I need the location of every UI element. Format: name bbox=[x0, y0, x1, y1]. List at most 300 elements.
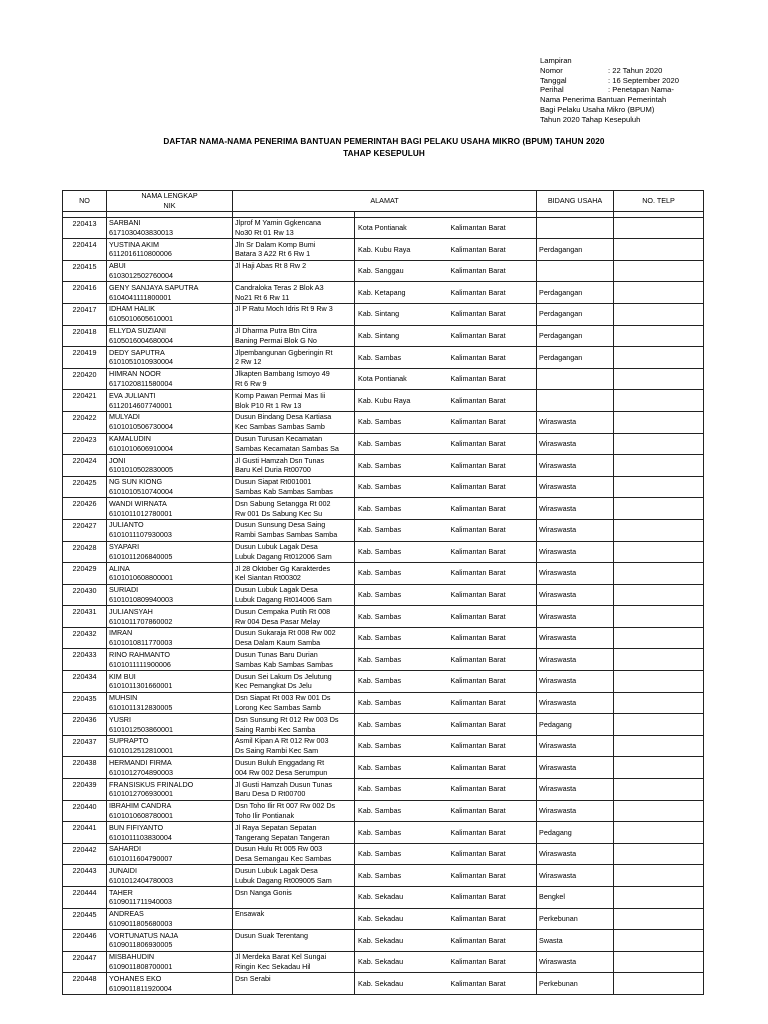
address-line: Jl Dharma Putra Btn Citra bbox=[235, 326, 317, 336]
recipient-name: JUNAIDI bbox=[109, 865, 137, 875]
recipient-nik: 6101010811770003 bbox=[109, 638, 173, 648]
row-number: 220413 bbox=[63, 217, 107, 239]
row-number: 220447 bbox=[63, 951, 107, 973]
business-field: Wiraswasta bbox=[537, 779, 614, 801]
address-line: Lorong Kec Sambas Samb bbox=[235, 702, 321, 712]
table-row bbox=[63, 908, 704, 930]
table-row bbox=[63, 649, 704, 671]
recipient-nik: 6112014607740001 bbox=[109, 400, 173, 410]
address-street bbox=[233, 519, 355, 541]
address-province: Kalimantan Barat bbox=[448, 649, 537, 671]
recipient-nik: 6109011711940003 bbox=[109, 897, 172, 907]
address-line: Jl Merdeka Barat Kel Sungai bbox=[235, 952, 327, 962]
header-phone: NO. TELP bbox=[614, 191, 704, 212]
business-field: Swasta bbox=[537, 930, 614, 952]
attachment-subject-cont: Nama Penerima Bantuan Pemerintah bbox=[540, 95, 667, 105]
address-line: Lubuk Dagang Rt012006 Sam bbox=[235, 551, 332, 561]
table-row bbox=[63, 541, 704, 563]
recipient-cell bbox=[107, 563, 233, 585]
header-name bbox=[107, 191, 233, 212]
address-street bbox=[233, 541, 355, 563]
phone-number bbox=[614, 303, 704, 325]
attachment-row-number bbox=[540, 66, 740, 76]
address-line bbox=[235, 940, 351, 950]
recipient-nik: 6101010506730004 bbox=[109, 422, 173, 432]
recipient-name: SARBANI bbox=[109, 218, 141, 228]
address-province: Kalimantan Barat bbox=[448, 757, 537, 779]
address-city: Kab. Sambas bbox=[355, 822, 448, 844]
table-row bbox=[63, 368, 704, 390]
address-line: Jlprof M Yamin Ggkencana bbox=[235, 218, 322, 228]
address-province: Kalimantan Barat bbox=[448, 908, 537, 930]
phone-number bbox=[614, 217, 704, 239]
recipient-name: KAMALUDIN bbox=[109, 434, 151, 444]
address-street bbox=[233, 887, 355, 909]
address-province: Kalimantan Barat bbox=[448, 325, 537, 347]
phone-number bbox=[614, 735, 704, 757]
business-field: Wiraswasta bbox=[537, 692, 614, 714]
recipient-name: DEDY SAPUTRA bbox=[109, 347, 165, 357]
recipient-cell bbox=[107, 411, 233, 433]
address-line: Kel Siantan Rt00302 bbox=[235, 573, 301, 583]
address-line: Asmil Kipan A Rt 012 Rw 003 bbox=[235, 736, 329, 746]
recipient-name: SURIADI bbox=[109, 585, 139, 595]
address-city: Kab. Sekadau bbox=[355, 973, 448, 995]
address-city: Kab. Sambas bbox=[355, 455, 448, 477]
address-province: Kalimantan Barat bbox=[448, 411, 537, 433]
row-number: 220440 bbox=[63, 800, 107, 822]
recipient-cell bbox=[107, 347, 233, 369]
recipient-cell bbox=[107, 368, 233, 390]
address-line: Dsn Serabi bbox=[235, 973, 271, 983]
address-street bbox=[233, 671, 355, 693]
address-line: Jl P Ratu Moch Idris Rt 9 Rw 3 bbox=[235, 304, 333, 314]
recipient-name: RINO RAHMANTO bbox=[109, 649, 170, 659]
table-row bbox=[63, 800, 704, 822]
address-line: No30 Rt 01 Rw 13 bbox=[235, 227, 294, 237]
phone-number bbox=[614, 606, 704, 628]
row-number: 220424 bbox=[63, 455, 107, 477]
recipient-name: ELLYDA SUZIANI bbox=[109, 326, 166, 336]
address-street bbox=[233, 606, 355, 628]
table-row bbox=[63, 476, 704, 498]
row-number: 220443 bbox=[63, 865, 107, 887]
table-row bbox=[63, 757, 704, 779]
table-row bbox=[63, 865, 704, 887]
address-line bbox=[235, 314, 351, 324]
phone-number bbox=[614, 584, 704, 606]
header-no: NO bbox=[63, 191, 107, 212]
business-field: Bengkel bbox=[537, 887, 614, 909]
phone-number bbox=[614, 671, 704, 693]
address-street bbox=[233, 692, 355, 714]
business-field: Wiraswasta bbox=[537, 584, 614, 606]
row-number: 220441 bbox=[63, 822, 107, 844]
address-line: Dusun Tunas Baru Durian bbox=[235, 649, 318, 659]
phone-number bbox=[614, 411, 704, 433]
table-row bbox=[63, 433, 704, 455]
address-line bbox=[235, 919, 351, 929]
recipient-cell bbox=[107, 887, 233, 909]
recipient-name: GENY SANJAYA SAPUTRA bbox=[109, 282, 199, 292]
table-row bbox=[63, 714, 704, 736]
address-street bbox=[233, 282, 355, 304]
table-row bbox=[63, 347, 704, 369]
table-row bbox=[63, 627, 704, 649]
address-city: Kab. Sekadau bbox=[355, 951, 448, 973]
address-city: Kab. Sambas bbox=[355, 714, 448, 736]
phone-number bbox=[614, 282, 704, 304]
header-nik-line: NIK bbox=[163, 200, 176, 210]
address-line: Jln Sr Dalam Komp Bumi bbox=[235, 239, 316, 249]
attachment-info bbox=[540, 56, 740, 125]
recipient-name: MULYADI bbox=[109, 412, 140, 422]
address-line bbox=[235, 897, 351, 907]
recipient-cell bbox=[107, 714, 233, 736]
phone-number bbox=[614, 260, 704, 282]
recipient-nik: 6109011808700001 bbox=[109, 962, 173, 972]
address-province: Kalimantan Barat bbox=[448, 455, 537, 477]
business-field bbox=[537, 368, 614, 390]
address-street bbox=[233, 433, 355, 455]
address-city: Kab. Sambas bbox=[355, 627, 448, 649]
business-field: Wiraswasta bbox=[537, 671, 614, 693]
recipient-nik: 6101011707860002 bbox=[109, 616, 173, 626]
business-field: Wiraswasta bbox=[537, 735, 614, 757]
row-number: 220416 bbox=[63, 282, 107, 304]
recipient-cell bbox=[107, 757, 233, 779]
address-street bbox=[233, 563, 355, 585]
row-number: 220445 bbox=[63, 908, 107, 930]
business-field: Wiraswasta bbox=[537, 476, 614, 498]
address-line: Dusun Siapat Rt001001 bbox=[235, 477, 312, 487]
recipient-nik: 6101010502830005 bbox=[109, 465, 173, 475]
row-number: 220419 bbox=[63, 347, 107, 369]
business-field: Wiraswasta bbox=[537, 649, 614, 671]
phone-number bbox=[614, 541, 704, 563]
address-city: Kab. Sambas bbox=[355, 347, 448, 369]
address-city: Kab. Sambas bbox=[355, 433, 448, 455]
address-street bbox=[233, 325, 355, 347]
recipient-name: MISBAHUDIN bbox=[109, 952, 155, 962]
address-line: Toho Ilir Pontianak bbox=[235, 810, 295, 820]
address-line: Jl Gusti Hamzah Dsn Tunas bbox=[235, 455, 325, 465]
address-street bbox=[233, 217, 355, 239]
address-province: Kalimantan Barat bbox=[448, 476, 537, 498]
recipient-cell bbox=[107, 584, 233, 606]
phone-number bbox=[614, 800, 704, 822]
business-field: Perkebunan bbox=[537, 973, 614, 995]
business-field: Perdagangan bbox=[537, 325, 614, 347]
recipient-cell bbox=[107, 779, 233, 801]
table-row bbox=[63, 260, 704, 282]
address-province: Kalimantan Barat bbox=[448, 779, 537, 801]
table-header-row bbox=[63, 191, 704, 212]
attachment-label: Perihal bbox=[540, 85, 564, 95]
phone-number bbox=[614, 822, 704, 844]
table-row bbox=[63, 671, 704, 693]
address-city: Kab. Sambas bbox=[355, 498, 448, 520]
address-line: Dusun Lubuk Lagak Desa bbox=[235, 542, 318, 551]
recipients-table bbox=[62, 190, 704, 995]
attachment-subject-cont: Tahun 2020 Tahap Kesepuluh bbox=[540, 114, 641, 124]
address-street bbox=[233, 908, 355, 930]
recipient-name: SUPRAPTO bbox=[109, 736, 149, 746]
address-street bbox=[233, 649, 355, 671]
table-body bbox=[63, 211, 704, 994]
address-street bbox=[233, 260, 355, 282]
address-line: Dusun Bindang Desa Kartiasa bbox=[235, 412, 332, 422]
phone-number bbox=[614, 519, 704, 541]
table-row bbox=[63, 455, 704, 477]
phone-number bbox=[614, 325, 704, 347]
recipient-cell bbox=[107, 800, 233, 822]
recipient-name: HIMRAN NOOR bbox=[109, 369, 161, 379]
business-field: Perkebunan bbox=[537, 908, 614, 930]
address-city: Kab. Sekadau bbox=[355, 930, 448, 952]
address-line: Ensawak bbox=[235, 909, 265, 919]
recipient-cell bbox=[107, 649, 233, 671]
address-province: Kalimantan Barat bbox=[448, 260, 537, 282]
address-line: Candraloka Teras 2 Blok A3 bbox=[235, 282, 324, 292]
address-line: Baning Permai Blok G No bbox=[235, 335, 317, 345]
recipient-name: MUHSIN bbox=[109, 693, 138, 703]
attachment-value: : Penetapan Nama- bbox=[608, 85, 674, 95]
business-field: Wiraswasta bbox=[537, 563, 614, 585]
address-line: Dusun Turusan Kecamatan bbox=[235, 434, 323, 444]
phone-number bbox=[614, 563, 704, 585]
address-city: Kota Pontianak bbox=[355, 217, 448, 239]
address-province: Kalimantan Barat bbox=[448, 519, 537, 541]
address-line: Dusun Suak Terentang bbox=[235, 930, 308, 940]
phone-number bbox=[614, 908, 704, 930]
row-number: 220442 bbox=[63, 843, 107, 865]
recipient-name: BUN FIFIYANTO bbox=[109, 822, 164, 832]
recipient-name: JULIANTO bbox=[109, 520, 144, 530]
recipient-name: ALINA bbox=[109, 563, 130, 573]
row-number: 220428 bbox=[63, 541, 107, 563]
row-number: 220448 bbox=[63, 973, 107, 995]
attachment-row-subject bbox=[540, 85, 740, 95]
address-city: Kab. Sambas bbox=[355, 843, 448, 865]
recipient-cell bbox=[107, 476, 233, 498]
address-line: Saing Rambi Kec Samba bbox=[235, 724, 316, 734]
address-street bbox=[233, 865, 355, 887]
table-row bbox=[63, 822, 704, 844]
recipient-nik: 6171020811580004 bbox=[109, 379, 173, 389]
address-line: Batara 3 A22 Rt 6 Rw 1 bbox=[235, 249, 311, 259]
row-number: 220425 bbox=[63, 476, 107, 498]
address-line: Dusun Buluh Enggadang Rt bbox=[235, 757, 325, 767]
recipient-nik: 6104041111800001 bbox=[109, 292, 172, 302]
address-province: Kalimantan Barat bbox=[448, 887, 537, 909]
header-address: ALAMAT bbox=[233, 191, 537, 212]
address-line bbox=[235, 271, 351, 281]
document-title: DAFTAR NAMA-NAMA PENERIMA BANTUAN PEMERINTAH BAGI PELAKU USAHA MIKRO (BPUM) TAHUN 2020 bbox=[163, 137, 605, 146]
attachment-value: : 22 Tahun 2020 bbox=[608, 65, 663, 75]
address-city: Kab. Sambas bbox=[355, 584, 448, 606]
business-field bbox=[537, 260, 614, 282]
header-business: BIDANG USAHA bbox=[537, 191, 614, 212]
address-province: Kalimantan Barat bbox=[448, 951, 537, 973]
address-street bbox=[233, 239, 355, 261]
address-line: Jl Raya Sepatan Sepatan bbox=[235, 822, 317, 832]
recipient-name: JULIANSYAH bbox=[109, 606, 153, 616]
recipient-cell bbox=[107, 282, 233, 304]
address-city: Kab. Kubu Raya bbox=[355, 239, 448, 261]
address-city: Kab. Sambas bbox=[355, 411, 448, 433]
recipient-name: FRANSISKUS FRINALDO bbox=[109, 779, 194, 789]
address-line: Blok P10 Rt 1 Rw 13 bbox=[235, 400, 302, 410]
recipient-cell bbox=[107, 951, 233, 973]
address-line: Dsn Sabung Setangga Rt 002 bbox=[235, 498, 331, 508]
recipient-name: SYAPARI bbox=[109, 542, 140, 551]
address-line: Ringin Kec Sekadau Hil bbox=[235, 962, 311, 972]
recipient-nik: 6101010510740004 bbox=[109, 487, 173, 497]
address-street bbox=[233, 390, 355, 412]
address-line: Dusun Lubuk Lagak Desa bbox=[235, 865, 318, 875]
address-city: Kab. Sambas bbox=[355, 563, 448, 585]
business-field: Wiraswasta bbox=[537, 951, 614, 973]
recipient-nik: 6101012512810001 bbox=[109, 746, 173, 756]
document-subtitle: TAHAP KESEPULUH bbox=[343, 149, 425, 158]
row-number: 220415 bbox=[63, 260, 107, 282]
business-field: Wiraswasta bbox=[537, 411, 614, 433]
recipient-cell bbox=[107, 433, 233, 455]
address-province: Kalimantan Barat bbox=[448, 735, 537, 757]
recipient-cell bbox=[107, 865, 233, 887]
recipient-nik: 6101012404780003 bbox=[109, 875, 173, 885]
business-field: Wiraswasta bbox=[537, 627, 614, 649]
address-city: Kab. Sekadau bbox=[355, 887, 448, 909]
attachment-label: Nomor bbox=[540, 65, 563, 75]
phone-number bbox=[614, 973, 704, 995]
address-province: Kalimantan Barat bbox=[448, 800, 537, 822]
recipient-name: YOHANES EKO bbox=[109, 973, 162, 983]
address-line: Kec Pemangkat Ds Jelu bbox=[235, 681, 312, 691]
address-line: Dusun Lubuk Lagak Desa bbox=[235, 585, 318, 595]
address-street bbox=[233, 735, 355, 757]
table-row bbox=[63, 973, 704, 995]
recipient-cell bbox=[107, 692, 233, 714]
row-number: 220446 bbox=[63, 930, 107, 952]
address-province: Kalimantan Barat bbox=[448, 930, 537, 952]
recipient-name: NG SUN KIONG bbox=[109, 477, 163, 487]
recipient-cell bbox=[107, 930, 233, 952]
address-street bbox=[233, 476, 355, 498]
row-number: 220427 bbox=[63, 519, 107, 541]
recipient-cell bbox=[107, 519, 233, 541]
address-line: Lubuk Dagang Rt014006 Sam bbox=[235, 594, 332, 604]
business-field: Wiraswasta bbox=[537, 519, 614, 541]
address-city: Kab. Sambas bbox=[355, 606, 448, 628]
table-row bbox=[63, 735, 704, 757]
business-field: Perdagangan bbox=[537, 239, 614, 261]
business-field: Wiraswasta bbox=[537, 606, 614, 628]
address-street bbox=[233, 347, 355, 369]
recipient-nik: 6101011312830005 bbox=[109, 702, 173, 712]
business-field: Wiraswasta bbox=[537, 757, 614, 779]
recipient-cell bbox=[107, 671, 233, 693]
recipient-nik: 6101051010930004 bbox=[109, 357, 173, 367]
recipient-cell bbox=[107, 260, 233, 282]
address-province: Kalimantan Barat bbox=[448, 692, 537, 714]
recipient-cell bbox=[107, 541, 233, 563]
business-field: Wiraswasta bbox=[537, 541, 614, 563]
table-row bbox=[63, 239, 704, 261]
recipient-cell bbox=[107, 606, 233, 628]
address-city: Kab. Sambas bbox=[355, 865, 448, 887]
address-city: Kab. Ketapang bbox=[355, 282, 448, 304]
table-row bbox=[63, 606, 704, 628]
phone-number bbox=[614, 239, 704, 261]
recipient-cell bbox=[107, 627, 233, 649]
address-street bbox=[233, 714, 355, 736]
row-number: 220429 bbox=[63, 563, 107, 585]
recipient-name: TAHER bbox=[109, 887, 133, 897]
table-row bbox=[63, 951, 704, 973]
attachment-subject-cont: Bagi Pelaku Usaha Mikro (BPUM) bbox=[540, 104, 655, 114]
address-line: Sambas Kecamatan Sambas Sa bbox=[235, 443, 339, 453]
address-line: Jlkapten Bambang Ismoyo 49 bbox=[235, 369, 330, 379]
phone-number bbox=[614, 930, 704, 952]
address-line: Rambi Sambas Sambas Samba bbox=[235, 530, 338, 540]
address-province: Kalimantan Barat bbox=[448, 282, 537, 304]
recipient-nik: 6101011301660001 bbox=[109, 681, 173, 691]
recipient-cell bbox=[107, 325, 233, 347]
recipient-cell bbox=[107, 735, 233, 757]
address-line: Jl Haji Abas Rt 8 Rw 2 bbox=[235, 261, 307, 271]
address-city: Kab. Sintang bbox=[355, 325, 448, 347]
row-number: 220426 bbox=[63, 498, 107, 520]
business-field: Wiraswasta bbox=[537, 455, 614, 477]
attachment-row-date bbox=[540, 76, 740, 86]
header-name-line: NAMA LENGKAP bbox=[141, 191, 198, 200]
address-line: 004 Rw 002 Desa Serumpun bbox=[235, 767, 328, 777]
row-number: 220430 bbox=[63, 584, 107, 606]
recipient-name: ANDREAS bbox=[109, 909, 144, 919]
address-line: 2 Rw 12 bbox=[235, 357, 262, 367]
row-number: 220420 bbox=[63, 368, 107, 390]
phone-number bbox=[614, 368, 704, 390]
address-province: Kalimantan Barat bbox=[448, 822, 537, 844]
address-line: Desa Dalam Kaum Samba bbox=[235, 638, 321, 648]
row-number: 220444 bbox=[63, 887, 107, 909]
business-field: Perdagangan bbox=[537, 347, 614, 369]
table-row bbox=[63, 303, 704, 325]
phone-number bbox=[614, 649, 704, 671]
row-number: 220422 bbox=[63, 411, 107, 433]
recipient-nik: 6112016110800006 bbox=[109, 249, 172, 259]
business-field: Perdagangan bbox=[537, 282, 614, 304]
address-line: Sambas Kab Sambas Sambas bbox=[235, 659, 333, 669]
recipient-cell bbox=[107, 390, 233, 412]
table-row bbox=[63, 584, 704, 606]
address-street bbox=[233, 627, 355, 649]
table-row bbox=[63, 498, 704, 520]
address-line: Ds Saing Rambi Kec Sam bbox=[235, 746, 319, 756]
business-field: Wiraswasta bbox=[537, 498, 614, 520]
business-field: Pedagang bbox=[537, 714, 614, 736]
address-street bbox=[233, 973, 355, 995]
recipient-name: VORTUNATUS NAJA bbox=[109, 930, 179, 940]
address-province: Kalimantan Barat bbox=[448, 563, 537, 585]
address-province: Kalimantan Barat bbox=[448, 303, 537, 325]
attachment-value: : 16 September 2020 bbox=[608, 75, 679, 85]
recipient-nik: 6101012503860001 bbox=[109, 724, 173, 734]
recipient-nik: 6109011806930005 bbox=[109, 940, 173, 950]
recipient-nik: 6101010608800001 bbox=[109, 573, 173, 583]
